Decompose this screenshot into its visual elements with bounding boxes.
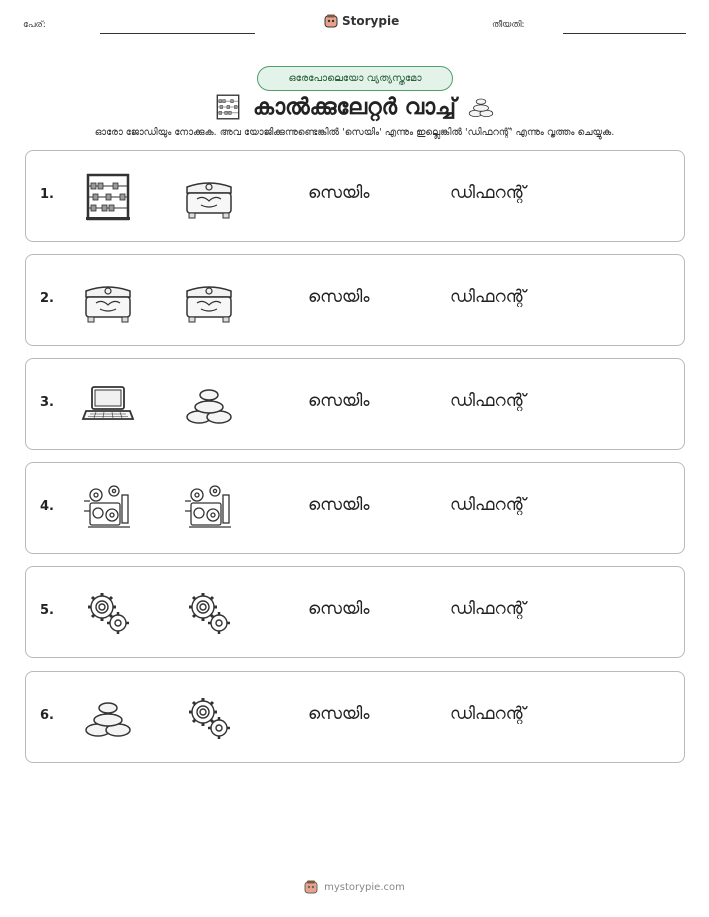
machine-icon xyxy=(181,481,237,537)
gears-icon xyxy=(181,690,237,746)
stones-icon xyxy=(181,377,237,433)
question-row xyxy=(25,150,685,242)
laptop-icon xyxy=(80,377,136,433)
same-option[interactable]: സെയിം xyxy=(308,495,370,515)
treasure-box-icon xyxy=(80,273,136,329)
same-option[interactable]: സെയിം xyxy=(308,287,370,307)
date-field-line[interactable] xyxy=(563,33,686,34)
gears-icon xyxy=(80,585,136,641)
instructions: ഓരോ ജോഡിയും നോക്കുക. അവ യോജിക്കുന്നുണ്ടെങ്കിൽ 'സെയിം' എന്നും ഇല്ലെങ്കിൽ 'ഡിഫറന്റ്' എന്നും വൃത്തം ചെയ്യുക. xyxy=(94,127,615,138)
question-number: 5. xyxy=(40,603,54,618)
question-row xyxy=(25,671,685,763)
gears-icon xyxy=(181,585,237,641)
date-label: തീയതി: xyxy=(492,20,525,30)
question-number: 2. xyxy=(40,291,54,306)
question-number: 1. xyxy=(40,187,54,202)
question-number: 6. xyxy=(40,708,54,723)
same-option[interactable]: സെയിം xyxy=(308,183,370,203)
brand-logo xyxy=(324,14,399,28)
storypie-mascot-icon xyxy=(324,14,338,28)
topic-badge: ഒരേപോലെയോ വ്യത്യസ്തമോ xyxy=(257,66,453,91)
different-option[interactable]: ഡിഫറന്റ് xyxy=(450,495,526,515)
abacus-icon xyxy=(80,169,136,225)
page-title: കാൽക്കുലേറ്റർ വാച്ച് xyxy=(253,94,456,120)
name-field-line[interactable] xyxy=(100,33,255,34)
stones-icon xyxy=(80,690,136,746)
question-row xyxy=(25,358,685,450)
same-option[interactable]: സെയിം xyxy=(308,599,370,619)
different-option[interactable]: ഡിഫറന്റ് xyxy=(450,287,526,307)
different-option[interactable]: ഡിഫറന്റ് xyxy=(450,599,526,619)
question-row xyxy=(25,462,685,554)
storypie-mascot-icon xyxy=(304,880,318,894)
question-number: 4. xyxy=(40,499,54,514)
same-option[interactable]: സെയിം xyxy=(308,391,370,411)
brand-name: Storypie xyxy=(342,14,400,28)
question-row xyxy=(25,254,685,346)
question-row xyxy=(25,566,685,658)
name-label: പേര്: xyxy=(23,20,46,30)
different-option[interactable]: ഡിഫറന്റ് xyxy=(450,183,526,203)
different-option[interactable]: ഡിഫറന്റ് xyxy=(450,391,526,411)
footer-url: mystorypie.com xyxy=(324,881,405,893)
stones-icon xyxy=(466,92,496,122)
same-option[interactable]: സെയിം xyxy=(308,704,370,724)
machine-icon xyxy=(80,481,136,537)
abacus-icon xyxy=(213,92,243,122)
footer xyxy=(0,880,709,894)
worksheet-header xyxy=(0,14,709,38)
question-number: 3. xyxy=(40,395,54,410)
treasure-box-icon xyxy=(181,273,237,329)
title-row xyxy=(0,90,709,124)
different-option[interactable]: ഡിഫറന്റ് xyxy=(450,704,526,724)
treasure-box-icon xyxy=(181,169,237,225)
